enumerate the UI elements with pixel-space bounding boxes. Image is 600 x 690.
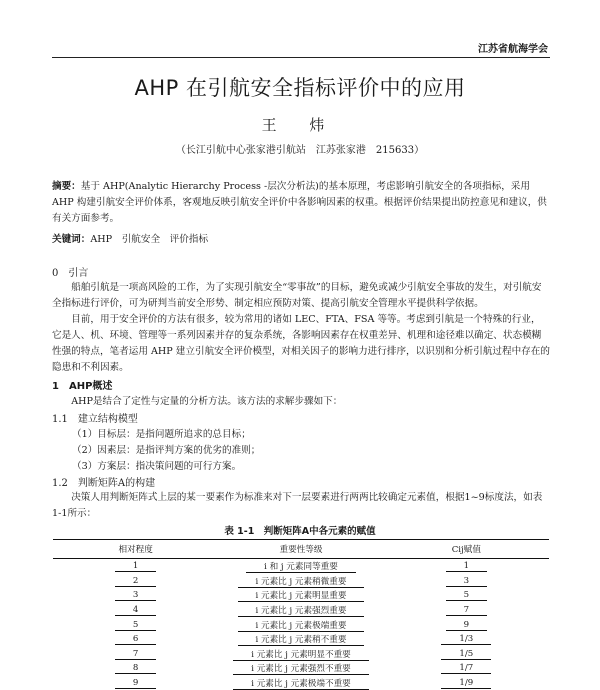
table-header-row	[53, 540, 549, 559]
table-cell-text: i 元素比 j 元素明显重要	[238, 591, 365, 602]
table-cell-importance	[218, 603, 383, 618]
table-cell-text: 4	[115, 605, 156, 616]
table-cell-text: 5	[446, 590, 487, 601]
table-cell-text: 1	[115, 561, 156, 572]
keywords-label: 关键词：	[52, 234, 90, 245]
author-affiliation: （长江引航中心张家港引航站 江苏张家港 215633）	[0, 141, 600, 156]
table-cell-degree	[53, 603, 218, 618]
table-row	[53, 661, 549, 676]
table-cell-text: 1	[446, 561, 487, 572]
table-header: Cij赋值	[384, 540, 549, 559]
table-header: 相对程度	[53, 540, 218, 559]
table-cell-text: 1/3	[441, 634, 491, 645]
table-cell-text: i 元素比 j 元素稍微重要	[238, 577, 365, 588]
table-cell-degree	[53, 647, 218, 662]
table-cell-importance	[218, 588, 383, 603]
table-cell-value	[384, 617, 549, 632]
table-cell-text: i 元素比 j 元素极端重要	[238, 621, 365, 632]
table-cell-importance	[218, 617, 383, 632]
table-cell-text: i 元素比 j 元素极端不重要	[233, 679, 369, 690]
ahp-intro-paragraph: AHP是结合了定性与定量的分析方法。该方法的求解步骤如下：	[52, 394, 550, 410]
table-cell-value	[384, 632, 549, 647]
table-cell-value	[384, 647, 549, 662]
table-cell-text: 5	[115, 620, 156, 631]
table-row	[53, 647, 549, 662]
table-cell-value	[384, 676, 549, 690]
table-row	[53, 676, 549, 690]
table-cell-value	[384, 603, 549, 618]
table-row	[53, 617, 549, 632]
table-cell-text: 7	[446, 605, 487, 616]
table-cell-importance	[218, 559, 383, 574]
table-cell-text: 1/5	[441, 649, 491, 660]
table-cell-degree	[53, 559, 218, 574]
table-row	[53, 632, 549, 647]
table-cell-importance	[218, 661, 383, 676]
table-cell-importance	[218, 647, 383, 662]
section-heading-intro: 0 引言	[52, 264, 88, 279]
keywords	[52, 232, 550, 248]
header-rule	[52, 57, 550, 58]
table-cell-text: 3	[115, 590, 156, 601]
intro-paragraph-1: 船舶引航是一项高风险的工作，为了实现引航安全“零事故”的目标，避免或减少引航安全事故的发生，对引航安全指标进行评价，可为研判当前安全形势、制定相应预防对策、提高引航安全管理水平提供科学依据。	[52, 280, 550, 312]
table-cell-text: 9	[446, 620, 487, 631]
table-cell-text: 6	[115, 634, 156, 645]
table-cell-text: 1/9	[441, 678, 491, 689]
abstract-text: 基于 AHP(Analytic Hierarchy Process -层次分析法)的基本原理，考虑影响引航安全的各项指标，采用 AHP 构建引航安全评价体系，客观地反映引航安全评价中各影响因素的权重。根据评价结果提出防控意见和建议，供有关方面参考。	[52, 181, 547, 224]
matrix-paragraph: 决策人用判断矩阵式上层的某一要素作为标准来对下一层要素进行两两比较确定元素值，根据1~9标度法，如表1-1所示：	[52, 490, 550, 522]
table-row	[53, 559, 549, 574]
table-cell-text: i 元素比 j 元素强烈不重要	[233, 664, 369, 675]
table-caption: 表 1-1 判断矩阵A中各元素的赋值	[0, 523, 600, 537]
table-cell-text: i 元素比 j 元素强烈重要	[238, 606, 365, 617]
structure-item-1: （1）目标层：是指问题所追求的总目标；	[72, 426, 251, 440]
table-cell-text: i 和 j 元素同等重要	[246, 562, 356, 573]
journal-header: 江苏省航海学会	[478, 40, 548, 55]
table-cell-importance	[218, 574, 383, 589]
author-name: 王 炜	[0, 114, 600, 135]
structure-item-2: （2）因素层：是指评判方案的优劣的准则；	[72, 442, 260, 456]
intro-paragraph-2: 目前，用于安全评价的方法有很多，较为常用的诸如 LEC、FTA、FSA 等等。考虑到引航是一个特殊的行业，它是人、机、环境、管理等一系列因素并存的复杂系统，各影响因素存在权重差异、机理和途径难以确定、状态模糊性强的特点，笔者运用 AHP 建立引航安全评价模型，对相关因子的影响力进行排序，以识别和分析引航过程中存在的隐患和不利因素。	[52, 312, 550, 376]
table-cell-text: 3	[446, 576, 487, 587]
table-cell-value	[384, 588, 549, 603]
table-cell-text: i 元素比 j 元素明显不重要	[233, 650, 369, 661]
structure-item-3: （3）方案层：指决策问题的可行方案。	[72, 458, 241, 472]
table-row	[53, 588, 549, 603]
table-cell-value	[384, 661, 549, 676]
table-cell-importance	[218, 676, 383, 690]
table-row	[53, 574, 549, 589]
table-cell-degree	[53, 676, 218, 690]
table-cell-degree	[53, 632, 218, 647]
assignment-table	[53, 539, 549, 690]
table-cell-degree	[53, 574, 218, 589]
section-heading-ahp: 1 AHP概述	[52, 377, 112, 392]
subsection-heading-1-1: 1.1 建立结构模型	[52, 410, 138, 425]
table-header: 重要性等级	[218, 540, 383, 559]
abstract	[52, 179, 550, 227]
table-cell-text: 1/7	[441, 663, 491, 674]
table-cell-text: 2	[115, 576, 156, 587]
table-row	[53, 603, 549, 618]
subsection-heading-1-2: 1.2 判断矩阵A的构建	[52, 474, 155, 489]
table-cell-importance	[218, 632, 383, 647]
abstract-label: 摘要：	[52, 181, 81, 192]
table-cell-degree	[53, 661, 218, 676]
table-cell-text: 9	[115, 678, 156, 689]
keywords-text: AHP 引航安全 评价指标	[90, 234, 208, 245]
table-cell-value	[384, 559, 549, 574]
table-body	[53, 559, 549, 690]
paper-title: AHP 在引航安全指标评价中的应用	[0, 72, 600, 102]
table-cell-degree	[53, 588, 218, 603]
table-cell-text: 7	[115, 649, 156, 660]
table-cell-degree	[53, 617, 218, 632]
table-cell-text: i 元素比 j 元素稍不重要	[238, 635, 365, 646]
table-cell-value	[384, 574, 549, 589]
table-cell-text: 8	[115, 663, 156, 674]
